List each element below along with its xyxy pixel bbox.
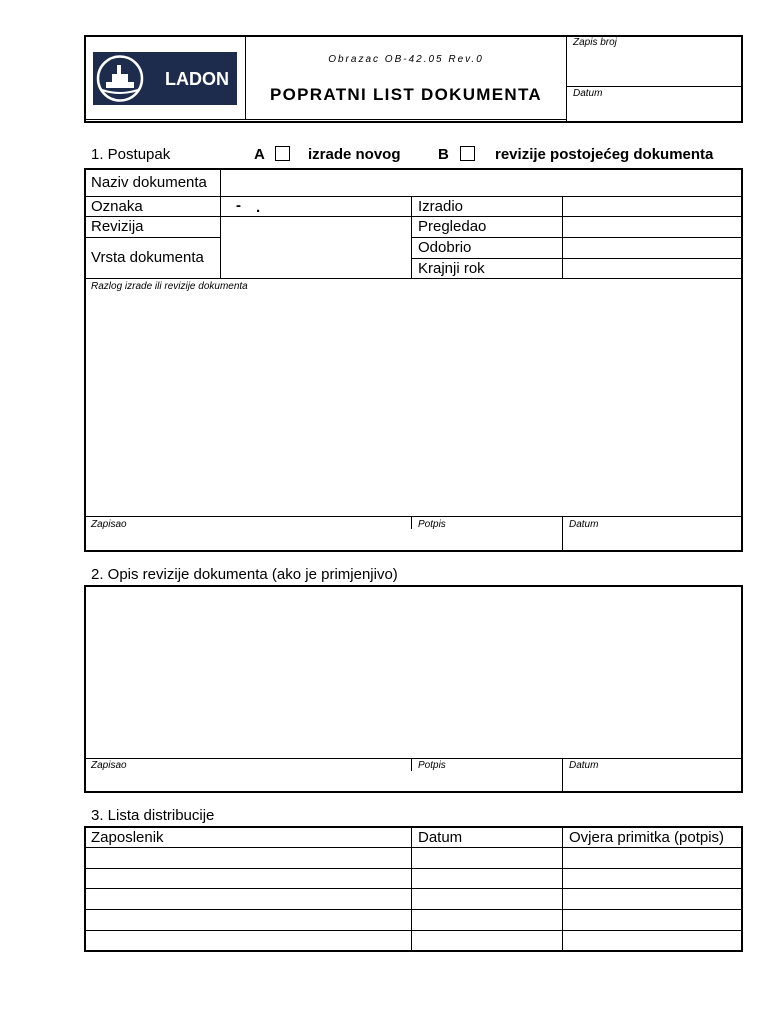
column-header-employee: Zaposlenik — [91, 829, 164, 846]
column-header-date: Datum — [418, 829, 463, 846]
recorded-field[interactable] — [86, 772, 410, 791]
distribution-row[interactable] — [86, 870, 740, 887]
revision-description-textarea[interactable] — [86, 587, 740, 757]
col-line — [562, 758, 563, 791]
reviewed-field[interactable] — [564, 218, 740, 236]
mark-dot: . — [256, 199, 261, 216]
row-line — [411, 237, 741, 238]
footer-date-label: Datum — [569, 760, 599, 771]
approved-label: Odobrio — [418, 239, 472, 256]
deadline-field[interactable] — [564, 260, 740, 277]
col-line — [411, 196, 412, 279]
document-title: POPRATNI LIST DOKUMENTA — [270, 85, 542, 104]
row-line — [85, 216, 741, 217]
signature-field[interactable] — [413, 772, 561, 791]
document-name-label: Naziv dokumenta — [91, 174, 207, 191]
row-line — [85, 888, 741, 889]
logo-text: LADON — [165, 69, 229, 89]
footer-date-field[interactable] — [564, 772, 740, 791]
distribution-row[interactable] — [86, 932, 740, 950]
signature-label: Potpis — [418, 519, 446, 530]
deadline-label: Krajnji rok — [418, 260, 485, 277]
row-line — [85, 278, 741, 279]
signature-field[interactable] — [413, 531, 561, 550]
made-by-label: Izradio — [418, 198, 464, 215]
reviewed-label: Pregledao — [418, 218, 487, 235]
distribution-row[interactable] — [86, 911, 740, 929]
made-by-field[interactable] — [564, 198, 740, 215]
approved-field[interactable] — [564, 239, 740, 257]
revision-label: Revizija — [91, 218, 144, 235]
section1-heading: 1. Postupak — [91, 146, 171, 163]
footer-date-field[interactable] — [564, 531, 740, 550]
section2-heading: 2. Opis revizije dokumenta (ako je primjenjivo) — [91, 566, 398, 583]
row-line — [85, 196, 741, 197]
row-line — [85, 909, 741, 910]
document-type-label: Vrsta dokumenta — [91, 249, 204, 266]
form-code: Obrazac OB-42.05 Rev.0 — [328, 54, 484, 65]
ship-emblem-icon — [93, 52, 149, 105]
header-bottom-line — [86, 119, 566, 120]
header-divider-right — [566, 37, 567, 123]
option-a-label: izrade novog — [308, 146, 401, 163]
recorded-label: Zapisao — [91, 519, 127, 530]
row-line — [85, 237, 221, 238]
col-line — [411, 516, 412, 529]
document-name-field[interactable] — [222, 170, 740, 195]
reason-textarea[interactable] — [86, 294, 740, 515]
revision-field[interactable] — [222, 218, 410, 236]
company-logo — [93, 52, 237, 105]
signature-label: Potpis — [418, 760, 446, 771]
recorded-field[interactable] — [86, 531, 410, 550]
reason-label: Razlog izrade ili revizije dokumenta — [91, 281, 248, 292]
option-b-letter: B — [438, 146, 449, 163]
col-line — [562, 196, 563, 279]
header-date-label: Datum — [573, 88, 603, 99]
mark-field[interactable] — [222, 198, 410, 215]
header-divider-left — [245, 37, 246, 119]
row-line — [85, 758, 741, 759]
option-b-label: revizije postojećeg dokumenta — [495, 146, 714, 163]
option-a-checkbox[interactable] — [275, 146, 290, 161]
distribution-row[interactable] — [86, 890, 740, 908]
distribution-row[interactable] — [86, 849, 740, 867]
col-line — [411, 758, 412, 771]
row-line — [85, 516, 741, 517]
record-number-label: Zapis broj — [573, 37, 617, 48]
column-header-receipt-signature: Ovjera primitka (potpis) — [569, 829, 725, 846]
option-b-checkbox[interactable] — [460, 146, 475, 161]
row-line — [411, 258, 741, 259]
mark-dash: - — [236, 197, 241, 214]
row-line — [85, 847, 741, 848]
col-line — [220, 169, 221, 279]
header-right-split — [566, 86, 742, 87]
row-line — [85, 930, 741, 931]
mark-label: Oznaka — [91, 198, 143, 215]
recorded-label: Zapisao — [91, 760, 127, 771]
footer-date-label: Datum — [569, 519, 599, 530]
document-type-field[interactable] — [222, 239, 410, 277]
col-line — [562, 516, 563, 550]
section3-heading: 3. Lista distribucije — [91, 807, 215, 824]
option-a-letter: A — [254, 146, 265, 163]
row-line — [85, 868, 741, 869]
